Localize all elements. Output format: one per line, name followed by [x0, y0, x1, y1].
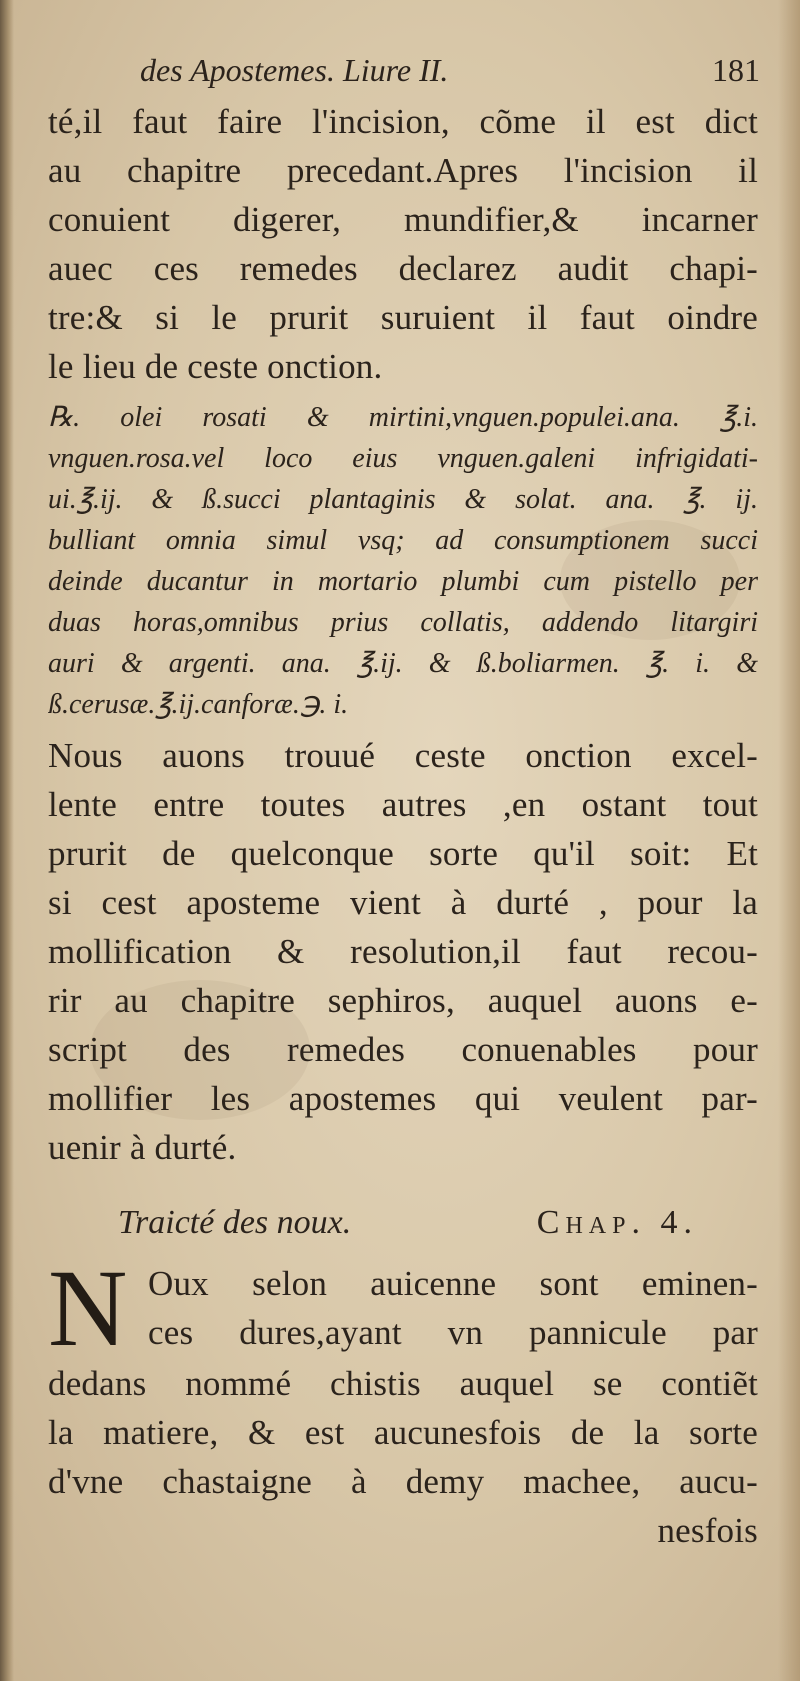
- recipe-line: deinde ducantur in mortario plumbi cum pistello per: [48, 566, 758, 597]
- chapter-title: Traicté des noux.: [118, 1204, 352, 1241]
- text-line: té,il faut faire l'incision, cõme il est dict: [48, 102, 758, 141]
- text-line: d'vne chastaigne à demy machee, aucu-: [48, 1462, 758, 1501]
- recipe-line: bulliant omnia simul vsq; ad consumptionem succi: [48, 525, 758, 556]
- recipe-line: vnguen.rosa.vel loco eius vnguen.galeni infrigidati-: [48, 443, 758, 474]
- drop-cap: N: [48, 1247, 128, 1369]
- recipe-line: ß.cerusæ.℥.ij.canforæ.℈. i.: [48, 689, 349, 720]
- recipe-line: ℞. olei rosati & mirtini,vnguen.populei.ana. ℥.i.: [48, 402, 758, 433]
- recipe-line: auri & argenti. ana. ℥.ij. & ß.boliarmen. ℥. i. &: [48, 648, 758, 679]
- text-line: ces dures,ayant vn pannicule par: [148, 1313, 758, 1352]
- binding-shadow: [0, 0, 14, 1681]
- text-line: la matiere, & est aucunesfois de la sorte: [48, 1413, 758, 1452]
- text-line: uenir à durté.: [48, 1128, 237, 1167]
- catchword: nesfois: [657, 1511, 758, 1550]
- text-line: auec ces remedes declarez audit chapi-: [48, 249, 758, 288]
- chapter-number: Chap. 4.: [536, 1204, 698, 1241]
- text-line: script des remedes conuenables pour: [48, 1030, 758, 1069]
- text-line: tre:& si le prurit suruient il faut oindre: [48, 298, 758, 337]
- text-line: au chapitre precedant.Apres l'incision il: [48, 151, 758, 190]
- text-line: si cest aposteme vient à durté , pour la: [48, 883, 758, 922]
- running-header: [130, 48, 760, 92]
- text-line: le lieu de ceste onction.: [48, 347, 383, 386]
- text-line: rir au chapitre sephiros, auquel auons e-: [48, 981, 758, 1020]
- running-title: des Apostemes. Liure II.: [140, 52, 449, 88]
- text-line: conuient digerer, mundifier,& incarner: [48, 200, 758, 239]
- page-number: 181: [712, 52, 760, 88]
- text-line: lente entre toutes autres ,en ostant tout: [48, 785, 758, 824]
- text-line: prurit de quelconque sorte qu'il soit: Et: [48, 834, 758, 873]
- text-line: dedans nommé chistis auquel se contiẽt: [48, 1364, 758, 1403]
- text-line: mollification & resolution,il faut recou-: [48, 932, 758, 971]
- recipe-line: ui.℥.ij. & ß.succi plantaginis & solat. ana. ℥. ij.: [48, 484, 758, 515]
- page-edge-shadow: [778, 0, 800, 1681]
- text-line: Nous auons trouué ceste onction excel-: [48, 736, 758, 775]
- recipe-line: duas horas,omnibus prius collatis, addendo litargiri: [48, 607, 758, 638]
- text-line: mollifier les apostemes qui veulent par-: [48, 1079, 758, 1118]
- chapter-heading: [118, 1198, 698, 1248]
- text-line: Oux selon auicenne sont eminen-: [148, 1264, 758, 1303]
